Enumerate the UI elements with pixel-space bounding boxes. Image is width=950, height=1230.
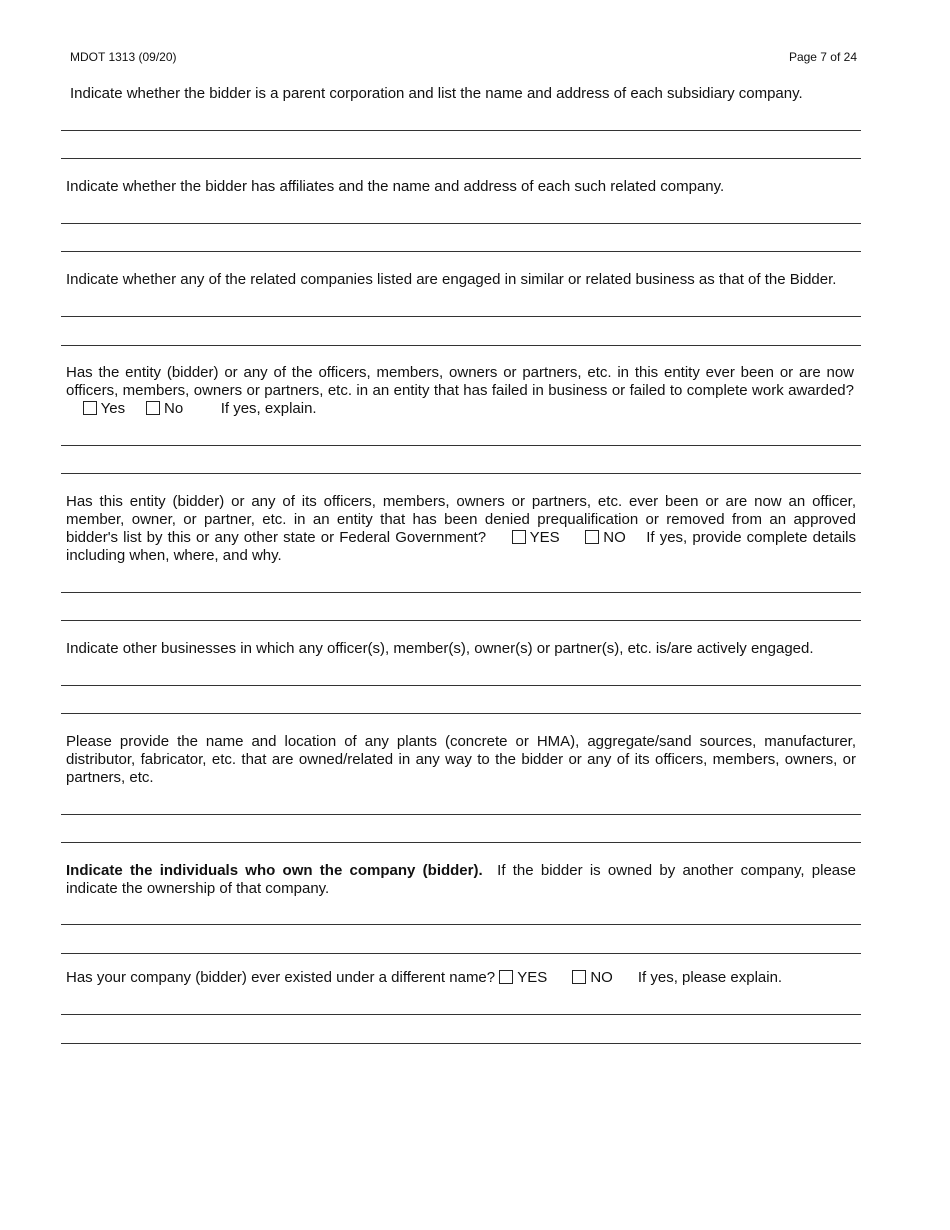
follow-up-text: If yes, provide complete details including when, where, and why. bbox=[66, 529, 857, 564]
answer-line[interactable] bbox=[61, 814, 861, 815]
question-other-businesses: Indicate other businesses in which any officer(s), member(s), owner(s) or partner(s), etc. is/are actively engaged. bbox=[66, 640, 814, 657]
no-option[interactable]: NO bbox=[572, 969, 613, 987]
question-affiliates: Indicate whether the bidder has affiliates and the name and address of each such related company. bbox=[66, 178, 725, 195]
question-plants-sources: Please provide the name and location of any plants (concrete or HMA), aggregate/sand sources, manufacturer, distributor, fabricator, etc. that are owned/related in any way to the bidder or any of its officers, members, owners, or partners, etc. bbox=[66, 733, 856, 786]
question-denied-prequalification bbox=[66, 493, 856, 565]
answer-line[interactable] bbox=[61, 130, 861, 131]
yes-option[interactable]: YES bbox=[499, 969, 547, 987]
answer-line[interactable] bbox=[61, 924, 861, 925]
answer-line[interactable] bbox=[61, 473, 861, 474]
no-checkbox[interactable] bbox=[572, 970, 586, 984]
no-checkbox[interactable] bbox=[146, 401, 160, 415]
answer-line[interactable] bbox=[61, 953, 861, 954]
question-subsidiaries: Indicate whether the bidder is a parent corporation and list the name and address of each subsidiary company. bbox=[70, 85, 803, 102]
question-related-business: Indicate whether any of the related companies listed are engaged in similar or related business as that of the Bidder. bbox=[66, 271, 837, 288]
question-text: Has the entity (bidder) or any of the officers, members, owners or partners, etc. in this entity ever been or are now officers, members, owners or partners, etc. in an entity that has failed in business or failed to complete work awarded? bbox=[66, 364, 854, 399]
no-checkbox[interactable] bbox=[585, 530, 599, 544]
answer-line[interactable] bbox=[61, 1043, 861, 1044]
answer-line[interactable] bbox=[61, 685, 861, 686]
question-different-name bbox=[66, 969, 866, 987]
no-option[interactable]: No bbox=[146, 400, 183, 418]
yes-option[interactable]: Yes bbox=[83, 400, 125, 418]
answer-line[interactable] bbox=[61, 842, 861, 843]
answer-line[interactable] bbox=[61, 158, 861, 159]
yes-checkbox[interactable] bbox=[512, 530, 526, 544]
yes-checkbox[interactable] bbox=[499, 970, 513, 984]
follow-up-text: If yes, explain. bbox=[220, 400, 317, 417]
answer-line[interactable] bbox=[61, 713, 861, 714]
answer-line[interactable] bbox=[61, 620, 861, 621]
question-ownership bbox=[66, 862, 856, 898]
form-id: MDOT 1313 (09/20) bbox=[70, 50, 177, 64]
page-number: Page 7 of 24 bbox=[788, 50, 857, 64]
answer-line[interactable] bbox=[61, 251, 861, 252]
answer-line[interactable] bbox=[61, 1014, 861, 1015]
answer-line[interactable] bbox=[61, 445, 861, 446]
answer-line[interactable] bbox=[61, 345, 861, 346]
yes-checkbox[interactable] bbox=[83, 401, 97, 415]
yes-option[interactable]: YES bbox=[512, 529, 560, 547]
question-text: If the bidder is owned by another company, please indicate the ownership of that company. bbox=[66, 862, 856, 897]
question-bold-lead: Indicate the individuals who own the company (bidder). bbox=[66, 862, 483, 879]
no-option[interactable]: NO bbox=[585, 529, 626, 547]
answer-line[interactable] bbox=[61, 223, 861, 224]
answer-line[interactable] bbox=[61, 316, 861, 317]
answer-line[interactable] bbox=[61, 592, 861, 593]
question-text: Has this entity (bidder) or any of its officers, members, owners or partners, etc. ever been or are now an officer, member, owner, or partner, etc. in an entity that has been denied prequalification or removed from an approved bidder's list by this or any other state or Federal Government? bbox=[66, 493, 856, 546]
question-text: Has your company (bidder) ever existed under a different name? bbox=[66, 969, 496, 986]
follow-up-text: If yes, please explain. bbox=[637, 969, 783, 986]
question-failed-business bbox=[66, 364, 854, 418]
